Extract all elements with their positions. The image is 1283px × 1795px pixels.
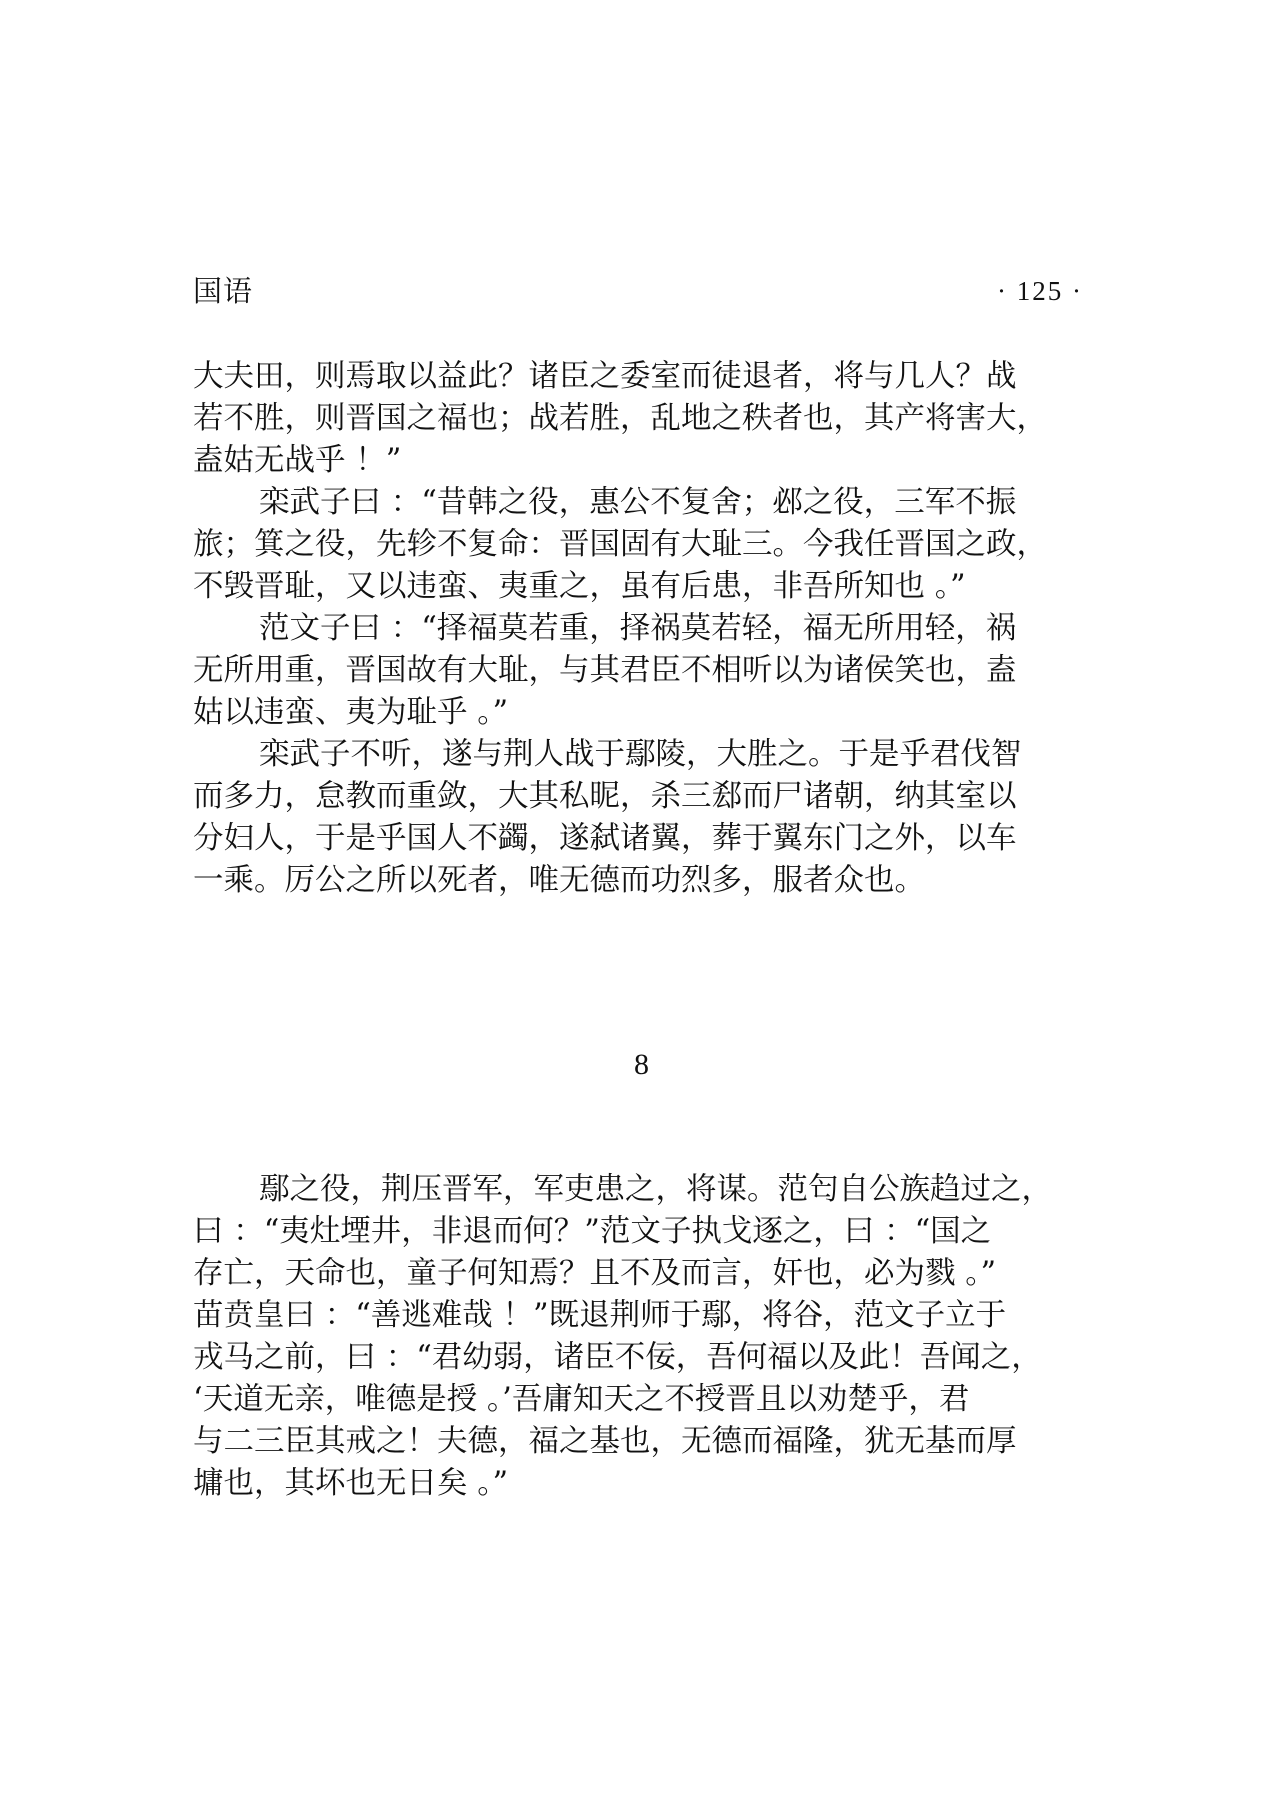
text-line: 不毁晋耻，又以违蛮、夷重之，虽有后患，非吾所知也 。” (193, 569, 966, 604)
paragraph-start-line: 鄢之役，荆压晋军，军吏患之，将谋。范匄自公族趋过之， (259, 1172, 1052, 1207)
text-line: 分妇人，于是乎国人不蠲，遂弑诸翼，葬于翼东门之外，以车 (193, 821, 1017, 856)
text-line: 旅；箕之役，先轸不复命：晋国固有大耻三。今我任晋国之政， (193, 527, 1047, 562)
text-line: 而多力，怠教而重敛，大其私昵，杀三郄而尸诸朝，纳其室以 (193, 779, 1017, 814)
section-number: 8 (634, 1048, 649, 1081)
running-title: 国语 (193, 274, 254, 308)
page-header (193, 268, 1083, 314)
text-line: 无所用重，晋国故有大耻，与其君臣不相听以为诸侯笑也，盍 (193, 653, 1017, 688)
text-section-2 (193, 1169, 1083, 1505)
paragraph-start-line: 栾武子不听，遂与荆人战于鄢陵，大胜之。于是乎君伐智 (259, 737, 1022, 772)
text-line: 姑以违蛮、夷为耻乎 。” (193, 695, 509, 730)
text-line: 与二三臣其戒之！夫德，福之基也，无德而福隆，犹无基而厚 (193, 1424, 1017, 1459)
paragraph-start-line: 范文子曰 ：“择福莫若重，择祸莫若轻，福无所用轻，祸 (259, 611, 1017, 646)
text-line: 戎马之前，曰 ：“君幼弱，诸臣不佞，吾何福以及此！吾闻之， (193, 1340, 1042, 1375)
text-section-1 (193, 356, 1083, 902)
text-line: 存亡，天命也，童子何知焉？且不及而言，奸也，必为戮 。” (193, 1256, 997, 1291)
text-line: 若不胜，则晋国之福也；战若胜，乱地之秩者也，其产将害大， (193, 401, 1047, 436)
text-line: 盍姑无战乎 ！” (193, 443, 402, 478)
paragraph-start-line: 栾武子曰 ：“昔韩之役，惠公不复舍；邲之役，三军不振 (259, 485, 1017, 520)
text-line: ‘天道无亲，唯德是授 。’吾庸知天之不授晋且以劝楚乎，君 (193, 1382, 970, 1417)
text-line: 曰 ：“夷灶堙井，非退而何？”范文子执戈逐之，曰 ：“国之 (193, 1214, 992, 1249)
text-line: 墉也，其坏也无日矣 。” (193, 1466, 509, 1501)
text-line: 大夫田，则焉取以益此？诸臣之委室而徒退者，将与几人？战 (193, 359, 1017, 394)
text-line: 苗贲皇曰 ：“善逃难哉 ！”既退荆师于鄢，将谷，范文子立于 (193, 1298, 1007, 1333)
page-number: · 125 · (997, 276, 1083, 306)
text-line: 一乘。厉公之所以死者，唯无德而功烈多，服者众也。 (193, 863, 925, 898)
